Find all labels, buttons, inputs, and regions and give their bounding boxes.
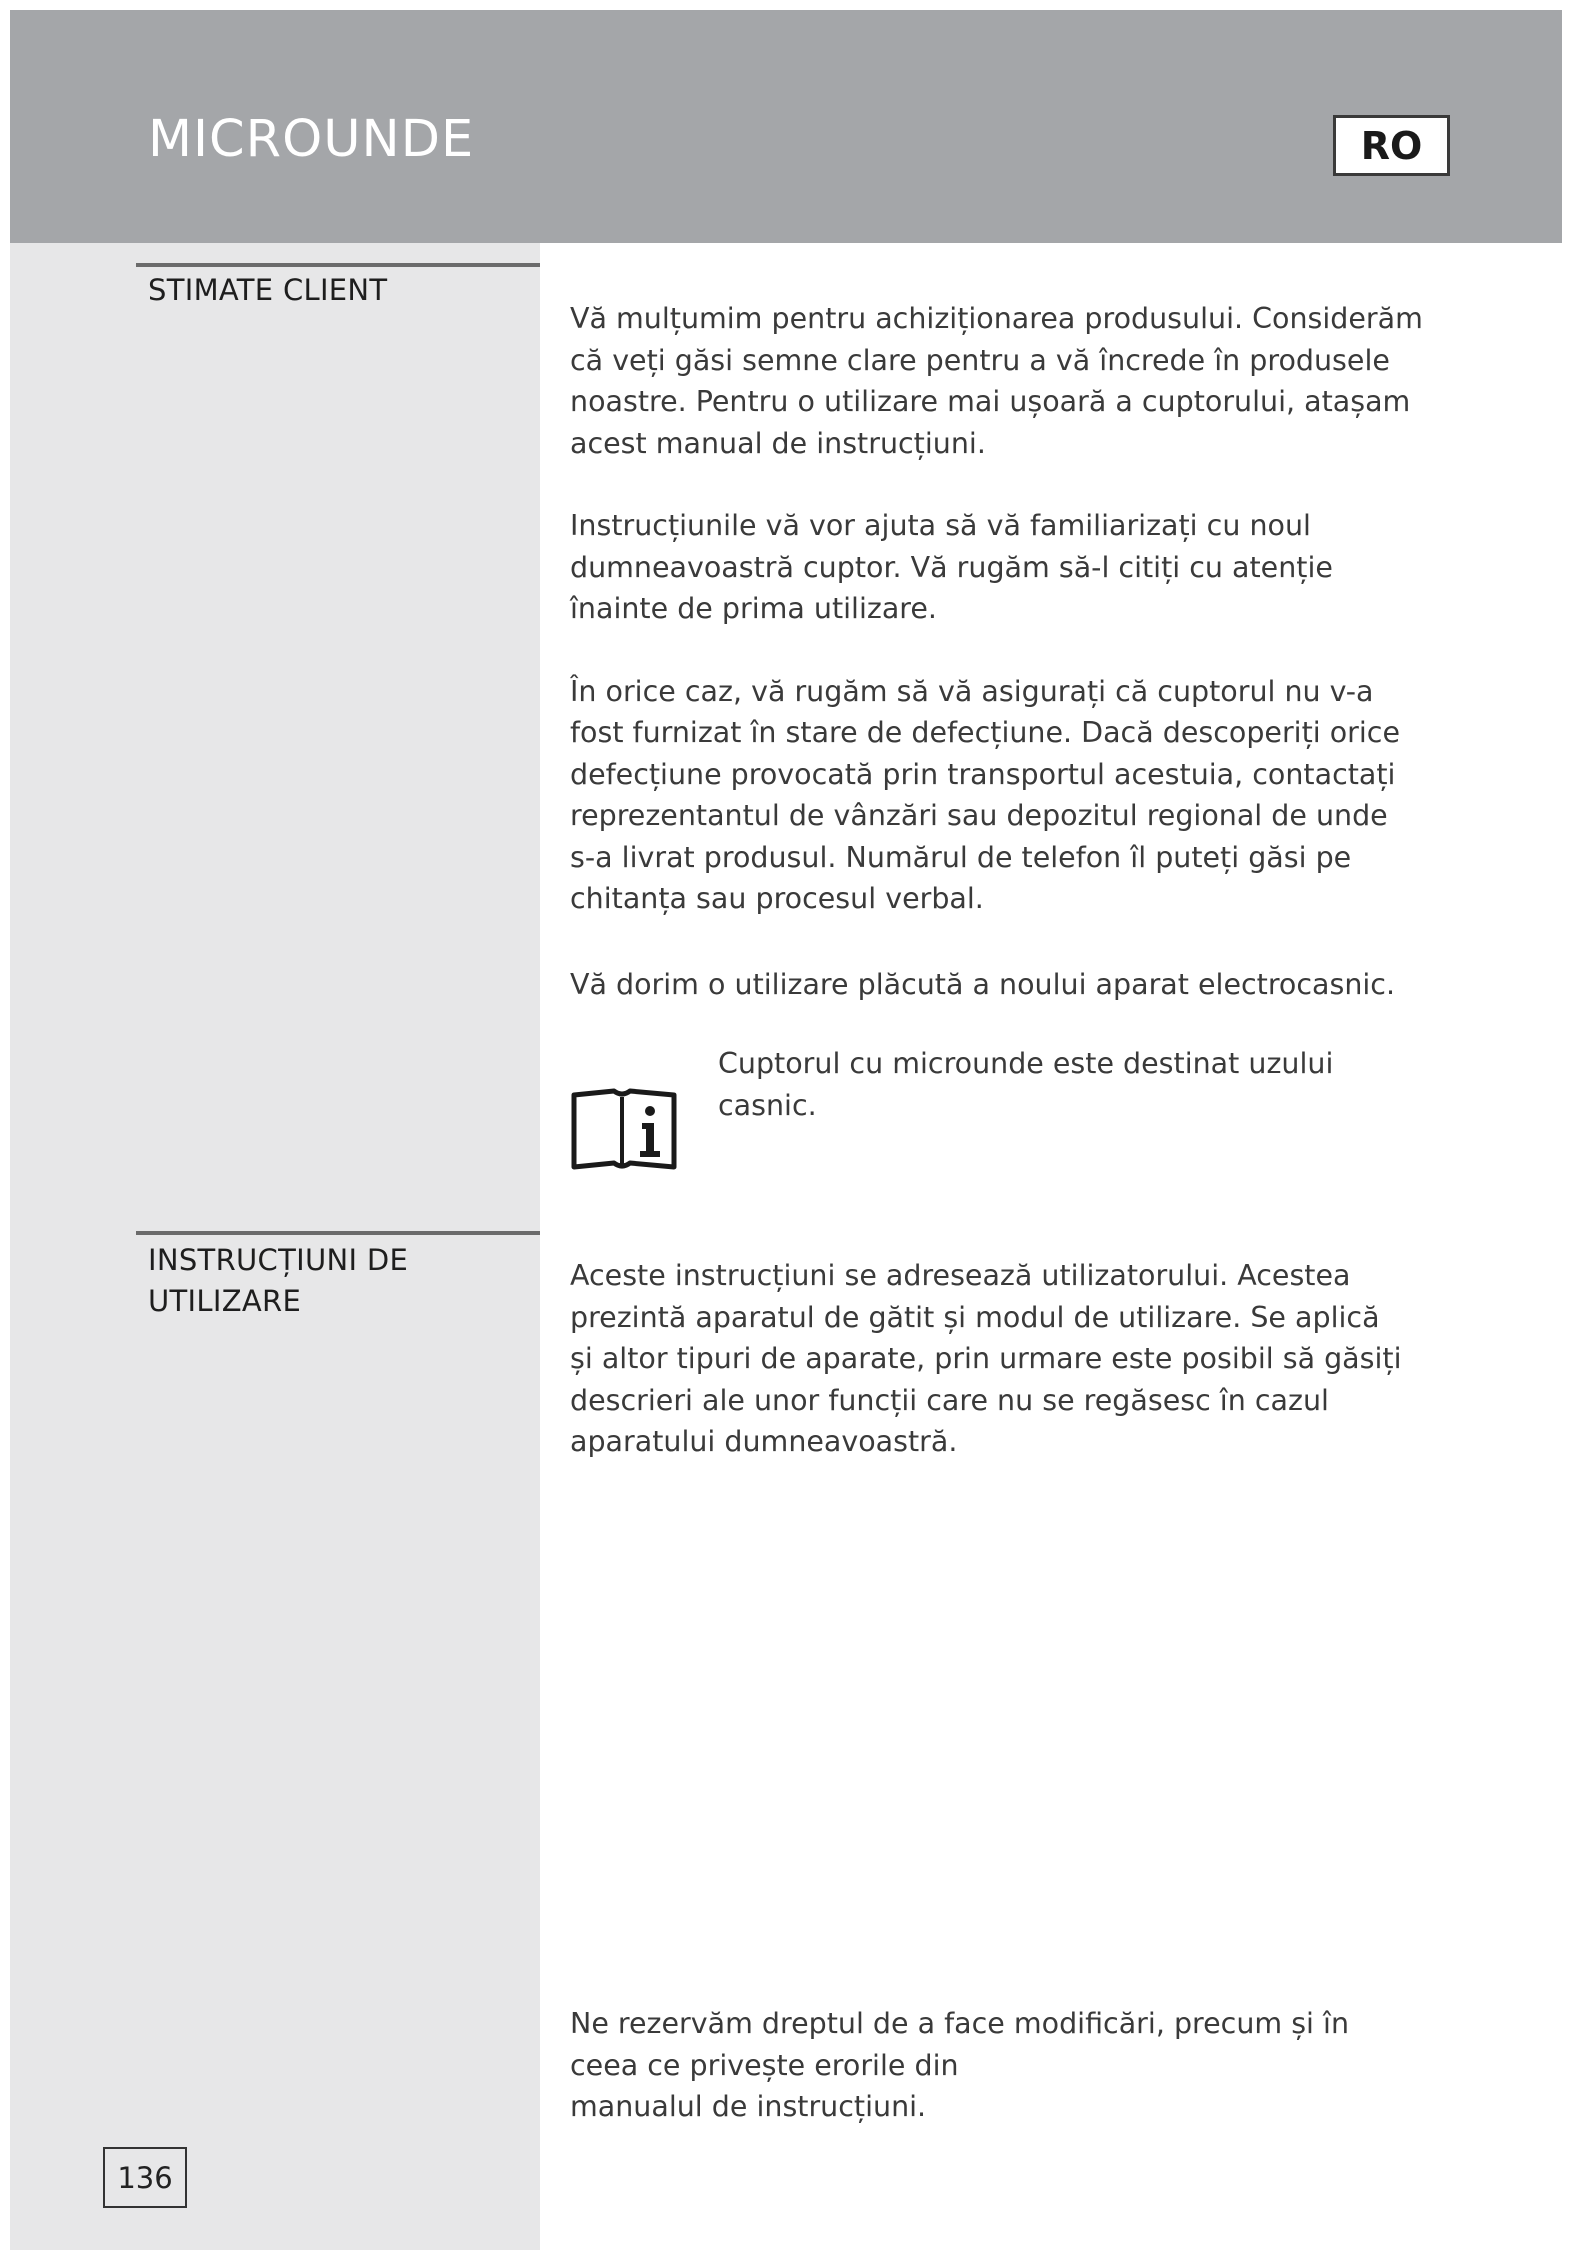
- disclaimer-text: Ne rezervăm dreptul de a face modificări, precum și în ceea ce privește erorile din manualul de instrucțiuni.: [570, 2007, 1350, 2123]
- paragraph: În orice caz, vă rugăm să vă asigurați că cuptorul nu v-a fost furnizat în stare de defecțiune. Dacă descoperiți orice defecțiune provocată prin transportul acestuia, contactați reprezentantul de vânzări sau depozitul regional de unde s-a livrat produsul. Numărul de telefon îl puteți găsi pe chitanța sau procesul verbal.: [570, 674, 1401, 915]
- language-badge: RO: [1333, 115, 1450, 176]
- section-divider: [136, 263, 540, 267]
- section-title-dear-customer: STIMATE CLIENT: [148, 273, 388, 307]
- section-divider: [136, 1231, 540, 1235]
- paragraph: Vă dorim o utilizare plăcută a noului aparat electrocasnic.: [570, 967, 1396, 1001]
- section-title-usage: INSTRUCȚIUNI DE UTILIZARE: [148, 1243, 409, 1318]
- page-title: MICROUNDE: [148, 110, 475, 169]
- paragraph: Vă mulțumim pentru achiziționarea produsului. Considerăm că veți găsi semne clare pentru a vă încrede în produsele noastre. Pentru o utilizare mai ușoară a cuptorului, atașam acest manual de instrucțiuni.: [570, 302, 1423, 460]
- paragraph: Instrucțiunile vă vor ajuta să vă familiarizați cu noul dumneavoastră cuptor. Vă rugăm să-l citiți cu atenție înainte de prima utilizare.: [570, 509, 1333, 625]
- page-number: 136: [103, 2147, 187, 2208]
- household-use-note: Cuptorul cu microunde este destinat uzului casnic.: [718, 1047, 1334, 1122]
- usage-paragraph: Aceste instrucțiuni se adresează utilizatorului. Acestea prezintă aparatul de gătit și modul de utilizare. Se aplică și altor tipuri de aparate, prin urmare este posibil să găsiți descrieri ale unor funcții care nu se regăsesc în cazul aparatului dumneavoastră.: [570, 1259, 1402, 1458]
- page-header: [10, 10, 1562, 243]
- manual-info-icon: [570, 1085, 680, 1175]
- dear-customer-body: [570, 298, 1475, 1005]
